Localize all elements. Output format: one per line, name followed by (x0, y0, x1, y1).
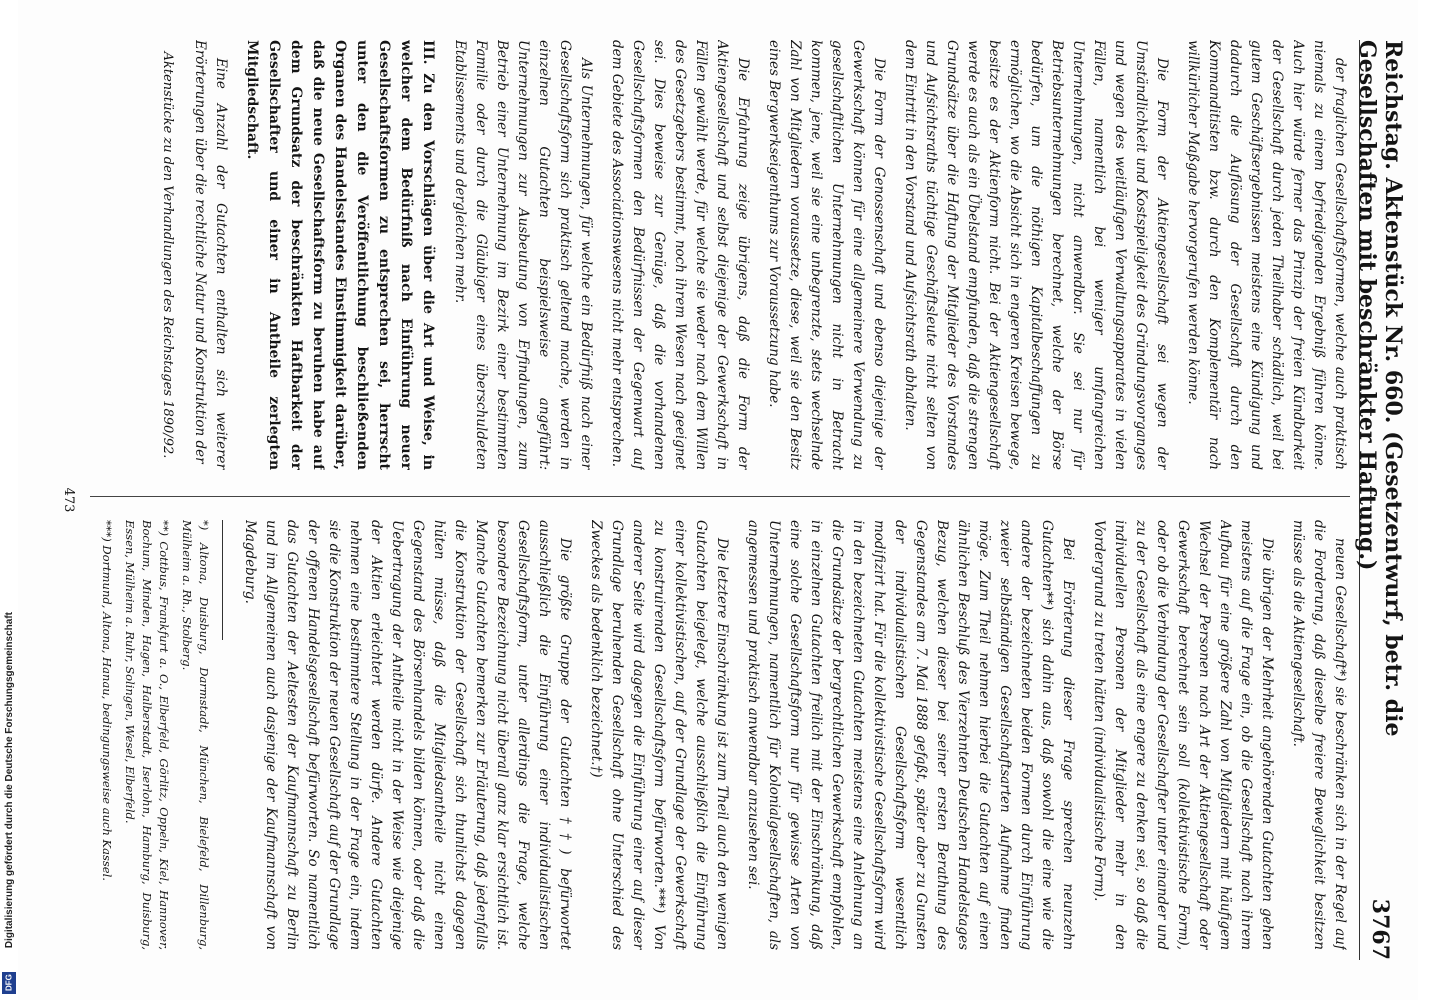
right-paragraph-1: neuen Gesellschaft*) sie beschränken sich in der Regel auf die Forderung, daß dieselbe freiere Beweglichkeit besitzen müsse als die Aktiengesellschaft. (1290, 520, 1348, 950)
left-column (90, 40, 1350, 470)
footnote-rule (222, 520, 223, 640)
right-paragraph-5: Die größte Gruppe der Gutachten††) befürwortet ausschließlich die Einführung einer individualistischen Gesellschaftsform, unter allerdings die Frage, welche besondere Bezeichnung nicht überall ganz klar ersichtlich ist. Manche Gutachten bemerken zur Erläuterung, daß jedenfalls die Konstruktion der Gesellschaft sich thunlichst dagegen hüten müsse, daß die Mitgliedsantheile nicht einen Gegenstand des Börsenhandels bilden können, oder daß die Uebertragung der Antheile nicht in der Weise wie diejenige der Aktien erleichtert werden dürfe. Andere Gutachten nehmen eine bestimmtere Stellung in der Frage ein, indem sie die Konstruktion der neuen Gesellschaft auf der Grundlage der offenen Handelsgesellschaft befürworten. So namentlich das Gutachten der Aeltesten der Kaufmannschaft zu Berlin und im Allgemeinen auch dasjenige der Kaufmannschaft von Magdeburg. (242, 520, 573, 950)
footnote-4 (90, 520, 92, 950)
scanned-page (18, 0, 1418, 1000)
digitization-note (2, 570, 16, 990)
header-page-number: 3767 (1367, 898, 1393, 960)
scanned-page-frame (18, 0, 1418, 1000)
footnote-2: **) Cottbus, Frankfurt a. O., Elberfeld, Görlitz, Oppeln, Kiel, Hannover, Bochum, Minden, Hagen, Halberstadt, Iserlohn, Hamburg, Duisburg, Essen, Mülheim a. Ruhr, Solingen, Wesel, Elberfeld. (123, 520, 171, 950)
left-closing-paragraph: Eine Anzahl der Gutachten enthalten sich weiterer Erörterungen über die rechtliche Natur und Konstruktion der (192, 40, 229, 470)
page-number: 473 (61, 487, 76, 513)
column-divider (90, 496, 1350, 497)
left-closing-line: Aktenstücke zu den Verhandlungen des Reichstages 1890/92. (160, 51, 175, 459)
left-paragraph-2: Die Form der Aktiengesellschaft sei wegen der Umständlichkeit und Kostspieligkeit des Gründungsvorganges und wegen des weitläufigen Verwaltungsapparates in vielen Fällen, namentlich bei weniger umfangreichen Unternehmungen, nicht anwendbar. Sie sei nur für Betriebsunternehmungen berechnet, welche der Börse bedürfen, um die nöthigen Kapitalbeschaffungen zu ermöglichen, wo die Absicht sich in engeren Kreisen bewege, besitze es der Aktienform nicht. Bei der Aktiengesellschaft werde es auch als ein Übelstand empfunden, daß die strengen Grundsätze über die Haftung der Mitglieder des Vorstandes und Aufsichtsraths tüchtige Geschäftsleute nicht selten von dem Eintritt in den Vorstand und Aufsichtsrath abhalten. (902, 40, 1170, 470)
left-paragraph-3: Die Form der Genossenschaft und ebenso diejenige der Gewerkschaft können für eine allgemeinere Verwendung zu gesellschaftlichen Unternehmungen nicht in Betracht kommen, jene, weil sie eine unbegrenzte, stets wechselnde Zahl von Mitgliedern voraussetze, diese, weil sie den Besitz eines Bergwerkseigenthums zur Voraussetzung habe. (766, 40, 887, 470)
left-paragraph-4: Die Erfahrung zeige übrigens, daß die Form der Aktiengesellschaft und selbst diejenige der Gewerkschaft in Fällen gewählt werde, für welche sie weder nach dem Willen des Gesetzgebers bestimmt, noch ihrem Wesen nach geeignet sei. Dies beweise zur Genüge, daß die vorhandenen Gesellschaftsformen den Bedürfnissen der Gegenwart auf dem Gebiete des Associationswesens nicht mehr entsprechen. (609, 40, 751, 470)
right-paragraph-2: Die übrigen der Mehrheit angehörenden Gutachten gehen meistens auf die Frage ein, ob die Gesellschaft nach ihrem Aufbau für eine größere Zahl von Mitgliedern mit häufigem Wechsel der Personen nach Art der Aktiengesellschaft oder Gewerkschaft berechnet sein soll (kollektivistische Form), oder ob die Verbindung der Gesellschafter unter einander und zu der Gesellschaft als eine engere zu denken sei, so daß die individuellen Personen der Mitglieder mehr in den Vordergrund zu treten hätten (individualistische Form). (1091, 520, 1275, 950)
digitization-note-text: Digitalisierung gefördert durch die Deutsche Forschungsgemeinschaft (3, 611, 15, 949)
page-header (1354, 40, 1406, 960)
left-paragraph-1: der fraglichen Gesellschaftsformen, welche auch praktisch niemals zu einem befriedigenden Ergebniß führen könne. Auch hier würde ferner das Prinzip der freien Kündbarkeit der Gesellschaft durch jeden Theilhaber schädlich, weil bei gutem Geschäftsergebnissen meistens eine Kündigung und dadurch die Auflösung der Gesellschaft durch den Kommanditisten bzw. durch den Komplementär nach willkürlicher Maßgabe hervorgerufen werden könne. (1185, 40, 1348, 470)
left-paragraph-5: Als Unternehmungen, für welche ein Bedürfniß nach einer Gesellschaftsform sich praktisch geltend mache, werden in einzelnen Gutachten beispielsweise angeführt: Unternehmungen zur Ausbeutung von Erfindungen, zum Betrieb einer Unternehmung im Bezirk einer bestimmten Familie oder durch die Gläubiger eines überschuldeten Etablissements und dergleichen mehr. (452, 40, 594, 470)
footnote-1: *) Altona, Duisburg, Darmstadt, München, Bielefeld, Dillenburg, Mülheim a. Rh., Stolberg. (180, 520, 211, 950)
footnote-3: ***) Dortmund, Altona, Hanau, bedingungsweise auch Kassel. (100, 520, 114, 881)
right-paragraph-4: Die letztere Einschränkung ist zum Theil auch den wenigen Gutachten beigelegt, welche ausschließlich die Einführung einer kollektivistischen, auf der Grundlage der Gewerkschaft zu konstruirenden Gesellschaftsform befürworten.***) Von anderer Seite wird dagegen die Einführung einer auf dieser Grundlage beruhenden Gesellschaft ohne Unterschied des Zweckes als bedenklich bezeichnet.†) (588, 520, 730, 950)
right-column (90, 520, 1350, 950)
right-paragraph-3: Bei Erörterung dieser Frage sprechen neunzehn Gutachten**) sich dahin aus, daß sowohl die eine wie die andere der bezeichneten beiden Formen durch Einführung zweier selbständigen Gesellschaftsarten Aufnahme finden möge. Zum Theil nehmen hierbei die Gutachten auf einen ähnlichen Beschluß des Vierzehnten Deutschen Handelstages Bezug, welchen dieser bei seiner ersten Berathung des Gegenstandes am 7. Mai 1888 gefaßt, später aber zu Gunsten der individualistischen Gesellschaftsform wesentlich modifizirt hat. Für die kollektivistische Gesellschaftsform wird in den bezeichneten Gutachten meistens eine Anlehnung an die Grundsätze der bergrechtlichen Gewerkschaft empfohlen, in einzelnen Gutachten freilich mit der Einschränkung, daß eine solche Gesellschaftsform nur für gewisse Arten von Unternehmungen, namentlich für Kolonialgesellschaften, als angemessen und praktisch anwendbar anzusehen sei. (745, 520, 1076, 950)
section-heading-iii: III. Zu den Vorschlägen über die Art und Weise, in welcher dem Bedürfniß nach Einführung neuer Gesellschaftsformen zu entsprechen sei, herrscht unter den die Veröffentlichung beschließenden Organen des Handelsstandes Einstimmigkeit darüber, daß die neue Gesellschaftsform zu beruhen habe auf dem Grundsatz der beschränkten Haftbarkeit der Gesellschafter und einer in Antheile zerlegten Mitgliedschaft. (244, 40, 436, 470)
header-title: Reichstag. Aktenstück Nr. 660. (Gesetzentwurf, betr. die Gesellschaften mit beschränkter Haftung.) (1354, 40, 1406, 737)
dfg-logo-icon: DFG (2, 972, 16, 994)
